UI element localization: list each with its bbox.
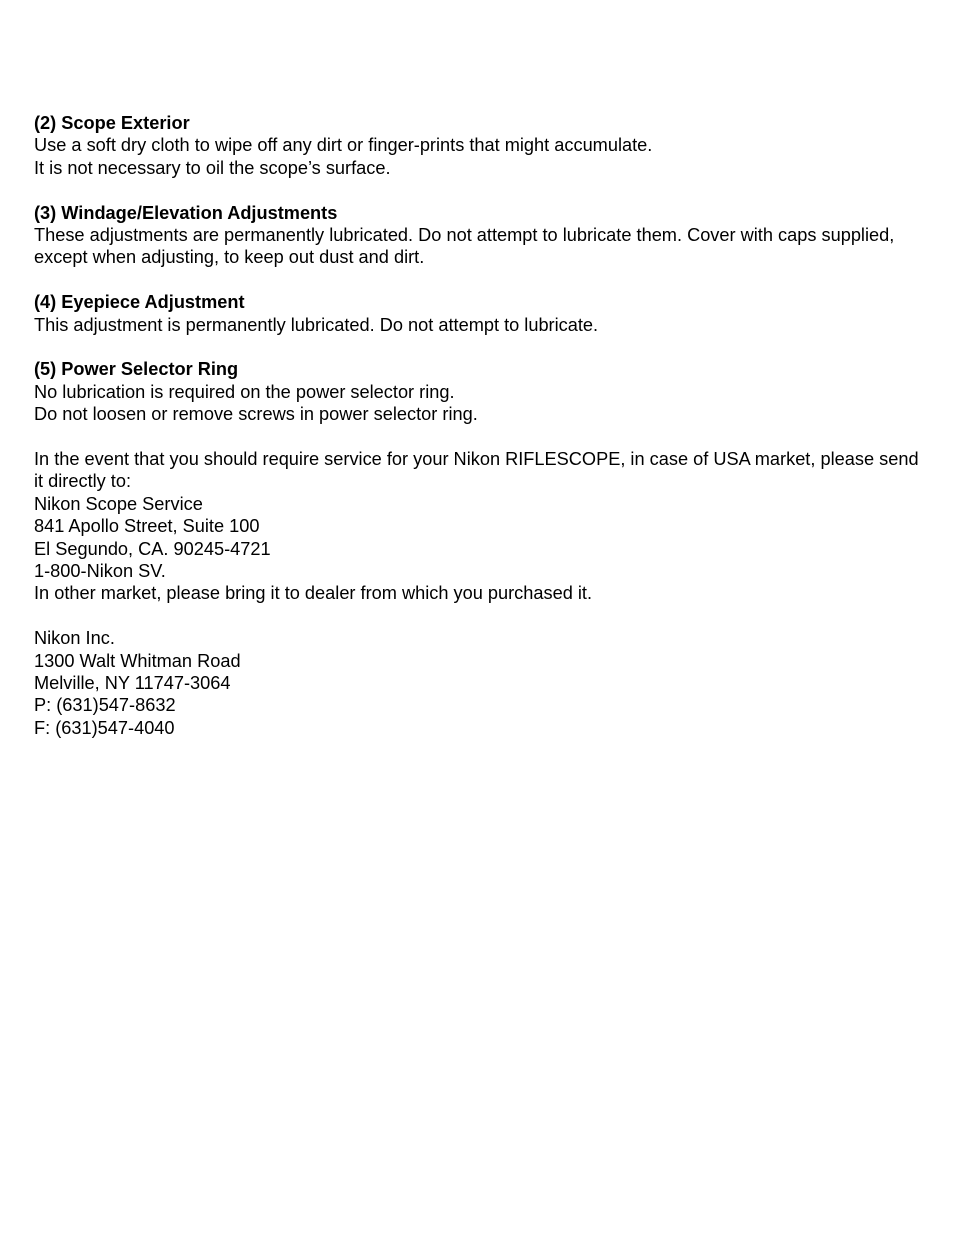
company-fax: F: (631)547-4040	[34, 717, 175, 738]
section-text: No lubrication is required on the power selector ring.	[34, 381, 455, 402]
section-scope-exterior	[34, 112, 924, 179]
section-heading: (3) Windage/Elevation Adjustments	[34, 202, 338, 223]
section-text: It is not necessary to oil the scope’s surface.	[34, 157, 391, 178]
company-city: Melville, NY 11747-3064	[34, 673, 231, 694]
service-name: Nikon Scope Service	[34, 493, 203, 514]
service-info	[34, 448, 924, 605]
service-city: El Segundo, CA. 90245-4721	[34, 538, 271, 559]
section-windage-elevation	[34, 202, 924, 269]
section-text: Do not loosen or remove screws in power selector ring.	[34, 404, 478, 425]
section-heading: (2) Scope Exterior	[34, 113, 190, 133]
section-heading: (4) Eyepiece Adjustment	[34, 292, 245, 313]
company-address	[34, 627, 924, 739]
service-phone: 1-800-Nikon SV.	[34, 561, 166, 582]
service-street: 841 Apollo Street, Suite 100	[34, 516, 260, 537]
service-other-market: In other market, please bring it to dealer from which you purchased it.	[34, 583, 593, 604]
section-heading: (5) Power Selector Ring	[34, 359, 239, 380]
section-text: This adjustment is permanently lubricated. Do not attempt to lubricate.	[34, 314, 599, 335]
section-text: Use a soft dry cloth to wipe off any dirt or finger-prints that might accumulate.	[34, 135, 653, 156]
company-street: 1300 Walt Whitman Road	[34, 650, 241, 671]
company-phone: P: (631)547-8632	[34, 695, 176, 716]
company-name: Nikon Inc.	[34, 628, 115, 649]
document-page	[34, 112, 924, 762]
section-power-selector	[34, 358, 924, 425]
section-text: These adjustments are permanently lubricated. Do not attempt to lubricate them. Cover with caps supplied, except when adjusting, to keep out dust and dirt.	[34, 225, 895, 268]
section-eyepiece	[34, 291, 924, 336]
service-intro: In the event that you should require service for your Nikon RIFLESCOPE, in case of USA market, please send it directly to:	[34, 449, 919, 492]
